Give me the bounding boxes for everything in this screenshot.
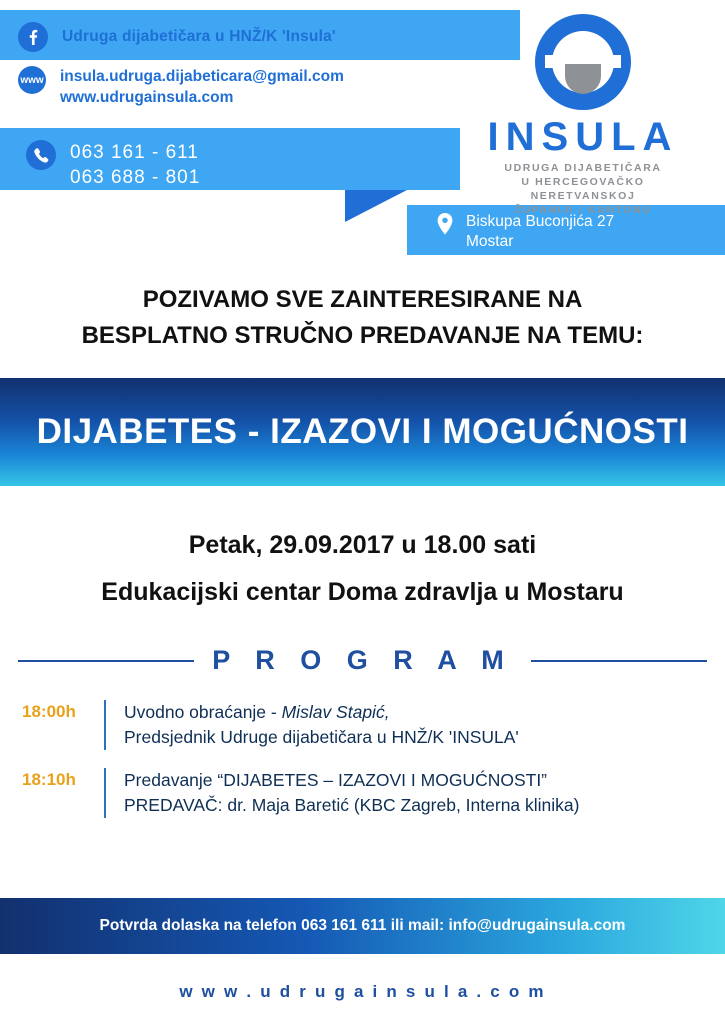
- phone-labels: [70, 140, 200, 190]
- logo-subtitle-line-3: ŽUPANIJI / KANTONU: [514, 204, 652, 216]
- lecture-title: DIJABETES - IZAZOVI I MOGUĆNOSTI: [36, 412, 689, 451]
- contact-header: [0, 0, 725, 258]
- event-datetime: Petak, 29.09.2017 u 18.00 sati: [188, 531, 537, 559]
- phone-row[interactable]: [26, 140, 200, 190]
- schedule-line-1-pre: Uvodno obraćanje -: [124, 702, 282, 722]
- phone-2: 063 688 - 801: [70, 167, 201, 188]
- decorative-wedge: [345, 190, 407, 222]
- facebook-label: Udruga dijabetičara u HNŽ/K 'Insula': [62, 28, 336, 45]
- organization-logo: [469, 14, 697, 217]
- event-venue: Edukacijski centar Doma zdravlja u Mostaru: [101, 578, 624, 606]
- schedule-line-2: Predsjednik Udruge dijabetičara u HNŽ/K 'INSULA': [124, 727, 519, 747]
- schedule-row: [22, 768, 703, 818]
- schedule-description: [124, 700, 519, 750]
- web-row[interactable]: [18, 66, 344, 108]
- schedule-line-2: PREDAVAČ: dr. Maja Baretić (KBC Zagreb, Interna klinika): [124, 795, 580, 815]
- logo-name: INSULA: [487, 115, 679, 159]
- email-label: insula.udruga.dijabeticara@gmail.com: [60, 68, 344, 85]
- schedule-time: 18:00h: [22, 702, 76, 721]
- schedule-divider: [104, 700, 106, 750]
- program-label: P R O G R A M: [212, 645, 513, 675]
- www-icon: www: [18, 66, 46, 94]
- logo-subtitle: [469, 161, 697, 217]
- program-heading: [18, 645, 707, 676]
- schedule-line-1-emphasis: Mislav Stapić,: [281, 702, 390, 722]
- lecture-title-banner: [0, 378, 725, 486]
- address-labels: [466, 212, 614, 252]
- schedule-description: [124, 768, 580, 818]
- address-row: [432, 212, 614, 252]
- divider-left: [18, 660, 194, 662]
- facebook-icon: [18, 22, 48, 52]
- invitation-line-2: BESPLATNO STRUČNO PREDAVANJE NA TEMU:: [81, 322, 644, 349]
- schedule-divider: [104, 768, 106, 818]
- phone-1: 063 161 - 611: [70, 142, 199, 163]
- footer-website[interactable]: w w w . u d r u g a i n s u l a . c o m: [179, 982, 546, 1001]
- address-line-2: Mostar: [466, 233, 514, 250]
- confirmation-band: [0, 898, 725, 954]
- phone-icon: [26, 140, 56, 170]
- address-line-1: Biskupa Buconjića 27: [466, 213, 615, 230]
- schedule-time: 18:10h: [22, 770, 76, 789]
- schedule-row: [22, 700, 703, 750]
- logo-subtitle-line-1: UDRUGA DIJABETIČARA: [504, 162, 662, 174]
- website-label: www.udrugainsula.com: [60, 89, 234, 106]
- logo-subtitle-line-2: U HERCEGOVAČKO NERETVANSKOJ: [521, 176, 645, 202]
- confirmation-text: Potvrda dolaska na telefon 063 161 611 ili mail: info@udrugainsula.com: [99, 917, 626, 934]
- divider-right: [531, 660, 707, 662]
- program-schedule: [22, 700, 703, 818]
- schedule-line-1-pre: Predavanje “DIJABETES – IZAZOVI I MOGUĆNOSTI”: [124, 770, 548, 790]
- facebook-row[interactable]: [18, 22, 336, 52]
- insula-logo-icon: [535, 14, 631, 110]
- invitation-text: [0, 282, 725, 354]
- map-pin-icon: [432, 212, 458, 235]
- invitation-line-1: POZIVAMO SVE ZAINTERESIRANE NA: [142, 286, 583, 313]
- web-labels: [60, 66, 344, 108]
